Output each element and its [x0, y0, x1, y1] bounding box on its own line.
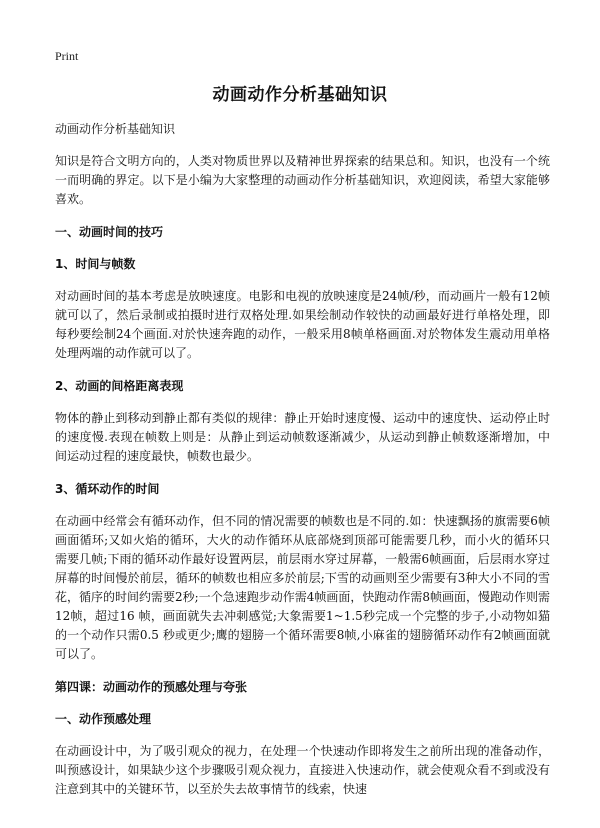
- document-subtitle: 动画动作分析基础知识: [55, 122, 176, 136]
- document-title: 动画动作分析基础知识: [212, 85, 388, 105]
- document-body: [55, 120, 550, 813]
- paragraph: 在动画设计中，为了吸引观众的视力，在处理一个快速动作即将发生之前所出现的准备动作，叫预感设计，如果缺少这个步骤吸引观众视力，直接进入快速动作，就会使观众看不到或没有注意到其中的关键环节，以至於失去故事情节的线索，快速: [55, 744, 550, 796]
- print-link[interactable]: Print: [55, 49, 79, 63]
- section-heading: 一、动画时间的技巧: [55, 225, 164, 239]
- section-heading: 一、动作预感处理: [55, 712, 152, 726]
- subsection-heading: 1、时间与帧数: [55, 257, 136, 271]
- paragraph: 对动画时间的基本考虑是放映速度。电影和电视的放映速度是24帧/秒，而动画片一般有12帧就可以了，然后录制或拍摄时进行双格处理.如果绘制动作较快的动画最好进行单格处理，即每秒要绘制24个画面.对於快速奔跑的动作，一般采用8帧单格画面.对於物体发生震动用单格处理两端的动作就可以了。: [55, 289, 550, 360]
- paragraph: 在动画中经常会有循环动作，但不同的情况需要的帧数也是不同的.如：快速飘扬的旗需要6帧画面循环;又如火焰的循环，大火的动作循环从底部烧到顶部可能需要几秒，而小火的循环只需要几帧;下雨的循环动作最好设置两层，前层雨水穿过屏幕，一般需6帧画面，后层雨水穿过屏幕的时间慢於前层，循环的帧数也相应多於前层;下雪的动画则至少需要有3种大小不同的雪花，循序的时间约需要2秒;一个急速跑步动作需4帧画面，快跑动作需8帧画面，慢跑动作则需12帧，超过16 帧，画面就失去冲刺感觉;大象需要1~1.5秒完成一个完整的步子,小动物如猫的一个动作只需0.5 秒或更少;鹰的翅膀一个循环需要8帧,小麻雀的翅膀循环动作有2帧画面就可以了。: [55, 514, 550, 661]
- intro-paragraph: 知识是符合文明方向的，人类对物质世界以及精神世界探索的结果总和。知识，也没有一个统一而明确的界定。以下是小编为大家整理的动画动作分析基础知识，欢迎阅读，希望大家能够喜欢。: [55, 154, 550, 206]
- subsection-heading: 2、动画的间格距离表现: [55, 379, 184, 393]
- subsection-heading: 3、循环动作的时间: [55, 482, 160, 496]
- paragraph: 物体的静止到移动到静止都有类似的规律：静止开始时速度慢、运动中的速度快、运动停止时的速度慢.表现在帧数上则是：从静止到运动帧数逐渐减少，从运动到静止帧数逐渐增加，中间运动过程的速度最快，帧数也最少。: [55, 411, 550, 463]
- lesson-heading: 第四课：动画动作的预感处理与夸张: [55, 680, 248, 694]
